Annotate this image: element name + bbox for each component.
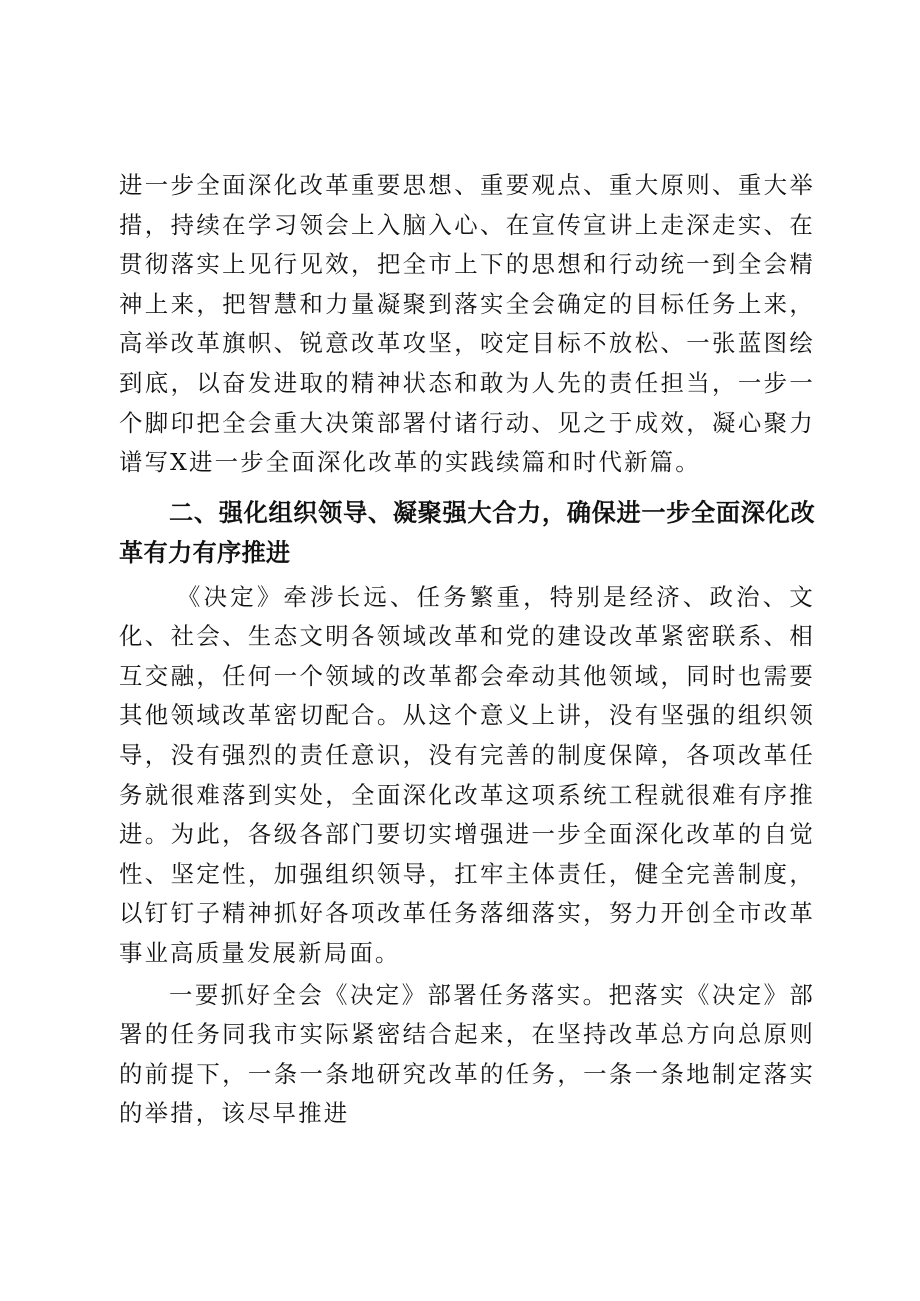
document-body	[119, 166, 815, 1134]
paragraph-continuation: 进一步全面深化改革重要思想、重要观点、重大原则、重大举措，持续在学习领会上入脑入心、在宣传宣讲上走深走实、在贯彻落实上见行见效，把全市上下的思想和行动统一到全会精神上来，把智慧和力量凝聚到落实全会确定的目标任务上来，高举改革旗帜、锐意改革攻坚，咬定目标不放松、一张蓝图绘到底，以奋发进取的精神状态和敢为人先的责任担当，一步一个脚印把全会重大决策部署付诸行动、见之于成效，凝心聚力谱写X进一步全面深化改革的实践续篇和时代新篇。	[119, 171, 815, 477]
section-heading: 二、强化组织领导、凝聚强大合力，确保进一步全面深化改革有力有序推进	[119, 498, 815, 568]
paragraph-decision: 《决定》牵涉长远、任务繁重，特别是经济、政治、文化、社会、生态文明各领域改革和党的建设改革紧密联系、相互交融，任何一个领域的改革都会牵动其他领域，同时也需要其他领域改革密切配合。从这个意义上讲，没有坚强的组织领导，没有强烈的责任意识，没有完善的制度保障，各项改革任务就很难落到实处，全面深化改革这项系统工程就很难有序推进。为此，各级各部门要切实增强进一步全面深化改革的自觉性、坚定性，加强组织领导，扛牢主体责任，健全完善制度，以钉钉子精神抓好各项改革任务落细落实，努力开创全市改革事业高质量发展新局面。	[119, 582, 815, 967]
paragraph-first-requirement: 一要抓好全会《决定》部署任务落实。把落实《决定》部署的任务同我市实际紧密结合起来，在坚持改革总方向总原则的前提下，一条一条地研究改革的任务，一条一条地制定落实的举措，该尽早推进	[119, 980, 815, 1128]
